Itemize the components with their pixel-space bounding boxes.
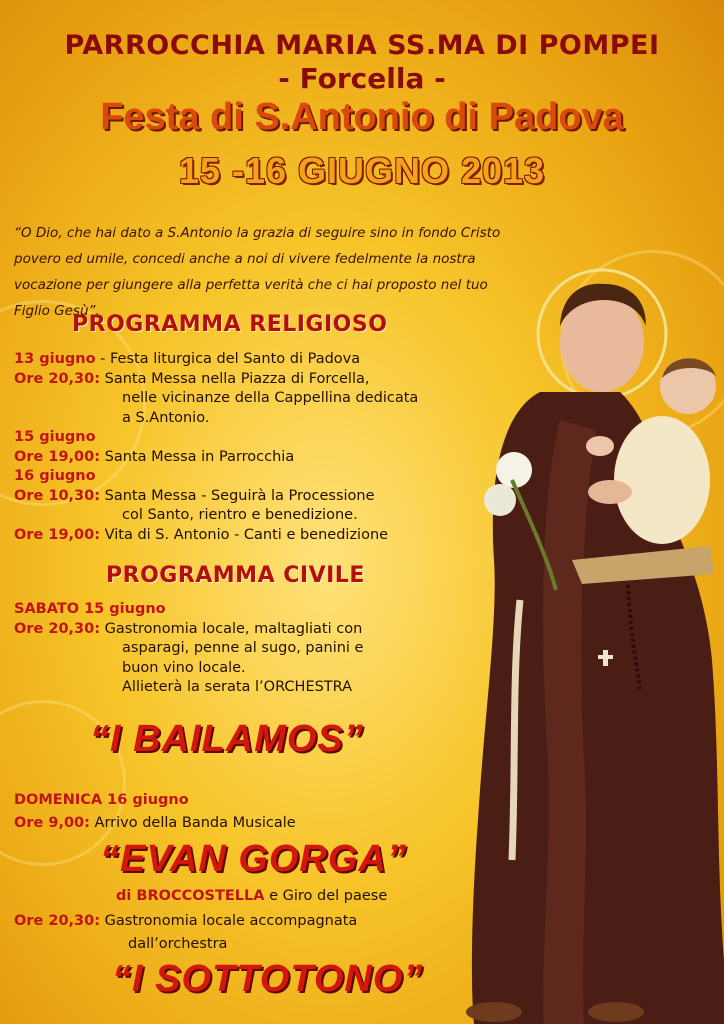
row-label: Ore 19,00: [14,448,101,465]
band-i-bailamos: “I BAILAMOS” [90,718,364,760]
civil-program-list [14,600,363,698]
row-text: dall’orchestra [128,936,228,952]
row-text: buon vino locale. [122,659,246,676]
list-item [14,678,363,698]
list-item [14,448,418,468]
row-text: Santa Messa nella Piazza di Forcella, [100,370,370,387]
row-label: Ore 9,00: [14,815,90,831]
rosary-cross [598,655,613,659]
row-label: Ore 19,00: [14,526,101,543]
row-label: Ore 10,30: [14,487,101,504]
list-item [14,526,418,546]
child-body [614,416,710,544]
row-text: col Santo, rientro e benedizione. [122,507,358,523]
row-label: SABATO 15 giugno [14,601,166,617]
row-text: asparagi, penne al sugo, panini e [122,640,364,656]
festival-title: Festa di S.Antonio di Padova [100,96,624,138]
row-label: DOMENICA 16 giugno [14,792,189,808]
list-item [14,409,418,429]
row-text: nelle vicinanze della Cappellina dedicata [122,390,419,406]
row-text: Gastronomia locale accompagnata [100,913,358,929]
row-label: 15 giugno [14,429,96,445]
list-item [14,487,418,507]
place-subtitle: - Forcella - [278,62,446,95]
band-evan-gorga: “EVAN GORGA” [100,838,407,880]
row-text: Allieterà la serata l’ORCHESTRA [122,679,353,695]
row-text: a S.Antonio. [122,409,210,426]
religious-program-list [14,350,418,545]
row-text: Santa Messa in Parrocchia [100,448,295,465]
list-item [14,370,418,390]
parish-name: PARROCCHIA MARIA SS.MA DI POMPEI [64,30,660,61]
list-item [14,428,418,448]
religious-program-title: PROGRAMMA RELIGIOSO [72,312,388,337]
prayer-quote: “O Dio, che hai dato a S.Antonio la grazia di seguire sino in fondo Cristo povero ed umile, concedi anche a noi di vivere fedelmente la nostra vocazione per giungere alla perfetta verità che ci hai proposto nel tuo Figlio Gesù”. [14,225,501,319]
row-text: Santa Messa - Seguirà la Processione [100,487,375,504]
list-item [14,350,418,370]
row-label: Ore 20,30: [14,913,101,929]
orchestra-line [128,936,227,952]
list-item [14,506,418,526]
row-label: Ore 20,30: [14,620,101,637]
row-text: - Festa liturgica del Santo di Padova [95,351,361,367]
broccostella-line [116,888,387,904]
row-text: e Giro del paese [264,888,388,904]
list-item [14,620,363,640]
list-item [14,659,363,679]
sandal [466,1002,522,1022]
hand [586,436,614,456]
domenica-label [14,792,189,808]
row-label: 16 giugno [14,468,96,484]
ore9-line [14,815,296,831]
band-i-sottotono: “I SOTTOTONO” [112,958,424,1000]
list-item [14,467,418,487]
row-label: di BROCCOSTELLA [116,888,265,904]
list-item [14,389,418,409]
ore2030-line [14,913,357,929]
list-item [14,639,363,659]
row-text: Vita di S. Antonio - Canti e benedizione [100,526,389,543]
sandal [588,1002,644,1022]
row-text: Arrivo della Banda Musicale [89,815,296,831]
row-label: Ore 20,30: [14,370,101,387]
festival-dates: 15 -16 GIUGNO 2013 [178,150,546,191]
civil-program-title: PROGRAMMA CIVILE [106,563,365,588]
row-text: Gastronomia locale, maltagliati con [100,620,363,637]
hand [588,480,632,504]
row-label: 13 giugno [14,351,96,367]
lily [484,484,516,516]
list-item [14,600,363,620]
